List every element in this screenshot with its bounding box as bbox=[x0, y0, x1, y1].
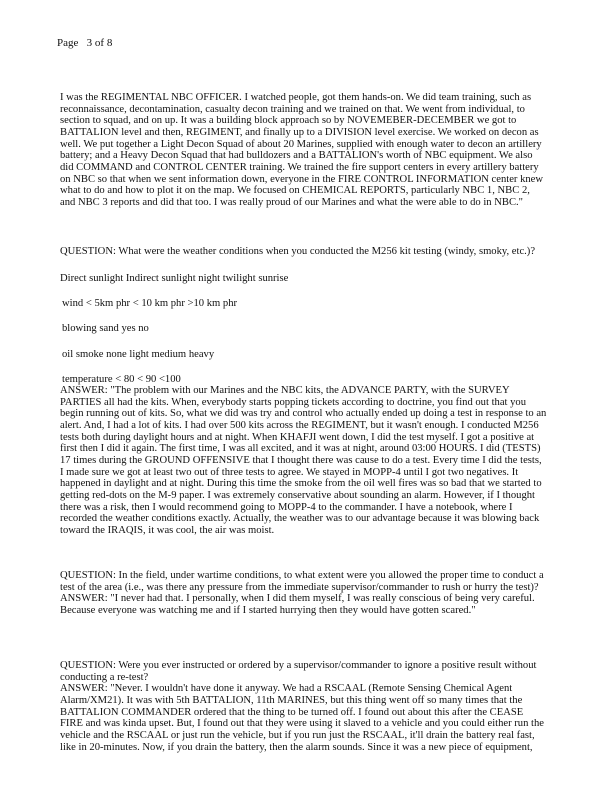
condition-line bbox=[62, 349, 214, 361]
question-answer-retest bbox=[60, 660, 544, 753]
text-line: section to squad, and on up. It was a building block approach so by NOVEMEBER-DECEMBER we got to bbox=[60, 115, 517, 127]
page-label: Page bbox=[57, 37, 79, 49]
text-line: alert. And, I had a lot of kits. I had over 500 kits across the REGIMENT, but it wasn't enough. I conducted M256 bbox=[60, 419, 539, 431]
condition-line bbox=[60, 273, 288, 285]
condition-temperature: temperature < 80 < 90 <100 bbox=[62, 374, 181, 385]
text-line: well. We put together a Light Decon Squad of about 20 Marines, supplied with enough water to decon an artillery bbox=[60, 138, 542, 150]
text-line: like in 20-minutes. Now, if you drain the battery, then the alarm sounds. Since it was a new piece of equipment, bbox=[60, 741, 533, 753]
text-line: QUESTION: Were you ever instructed or ordered by a supervisor/commander to ignore a positive result without bbox=[60, 660, 537, 671]
text-line: ANSWER: "The problem with our Marines and the NBC kits, the ADVANCE PARTY, with the SURVEY bbox=[60, 385, 510, 396]
text-line: tests both during daylight hours and at night. When KHAFJI went down, I did the test myself. I got a positive at bbox=[60, 431, 535, 443]
page-indicator bbox=[57, 37, 112, 49]
condition-line bbox=[62, 374, 181, 386]
text-line: battery; and a Heavy Decon Squad that had bulldozers and a BATTALION's worth of NBC equipment. We also bbox=[60, 150, 533, 162]
text-line: recorded the weather conditions exactly. Actually, the weather was to our advantage because it was blowing back bbox=[60, 513, 540, 525]
text-line: 17 times during the GROUND OFFENSIVE that I thought there was cause to do a test. Every time I did the tests, bbox=[60, 454, 542, 466]
question-text: QUESTION: What were the weather conditions when you conducted the M256 kit testing (windy, smoky, etc.)? bbox=[60, 246, 536, 257]
answer-weather bbox=[60, 385, 546, 537]
question-weather bbox=[60, 246, 535, 258]
text-line: FIRE and was kinda upset. But, I found out that they were using it slaved to a vehicle and you could either run the bbox=[60, 718, 544, 730]
text-line: QUESTION: In the field, under wartime conditions, to what extent were you allowed the proper time to conduct a bbox=[60, 570, 544, 581]
text-line: I was the REGIMENTAL NBC OFFICER. I watched people, got them hands-on. We did team training, such as bbox=[60, 92, 532, 103]
text-line: ANSWER: "Never. I wouldn't have done it anyway. We had a RSCAAL (Remote Sensing Chemical Agent bbox=[60, 683, 513, 695]
text-line: begin running out of kits. So, what we did was try and control who actually ended up doing a test in response to an bbox=[60, 408, 547, 420]
text-line: toward the IRAQIS, it was cool, the air was moist. bbox=[60, 524, 275, 536]
text-line: vehicle and the RSCAAL or just run the vehicle, but if you run just the RSCAAL, it'll drain the battery real fast, bbox=[60, 729, 535, 741]
condition-line bbox=[62, 298, 237, 310]
text-line: Because everyone was watching me and if I started hurrying then they would have gotten scared." bbox=[60, 604, 476, 616]
text-line: happened in daylight and at night. During this time the smoke from the oil well fires was so bad that we started to bbox=[60, 478, 542, 490]
text-line: first then I did it again. The first time, I was all excited, and it was at night, around 03:00 HOURS. I did (TESTS) bbox=[60, 443, 541, 455]
of-label: of bbox=[94, 37, 105, 49]
condition-blowing-sand: blowing sand yes no bbox=[62, 323, 149, 334]
text-line: test of the area (i.e., was there any pressure from the immediate supervisor/commander to rush or hurry the test)? bbox=[60, 581, 539, 593]
condition-line bbox=[62, 323, 149, 335]
text-line: I made sure we got at least two out of three tests to agree. We stayed in MOPP-4 until I got two negatives. It bbox=[60, 466, 519, 478]
text-line: there was a risk, then I would recommend going to MOPP-4 to the commander. I have a notebook, where I bbox=[60, 501, 513, 513]
text-line: BATTALION COMMANDER ordered that the thing to be turned off. I found out about this after the CEASE bbox=[60, 706, 524, 718]
total-pages: 8 bbox=[106, 37, 113, 49]
condition-sunlight: Direct sunlight Indirect sunlight night twilight sunrise bbox=[60, 273, 289, 284]
condition-oil-smoke: oil smoke none light medium heavy bbox=[62, 349, 215, 360]
text-line: did COMMAND and CONTROL CENTER training. We trained the fire support centers in every artillery battery bbox=[60, 161, 539, 173]
text-line: what to do and how to plot it on the map. We focused on CHEMICAL REPORTS, particularly NBC 1, NBC 2, bbox=[60, 185, 530, 197]
text-line: conducting a re-test? bbox=[60, 671, 149, 683]
text-line: Alarm/XM21). It was with 5th BATTALION, 11th MARINES, but this thing went off so many times that the bbox=[60, 694, 523, 706]
answer-paragraph-intro bbox=[60, 92, 543, 209]
text-line: PARTIES all had the kits. When, everybody starts popping tickets according to doctrine, you find out that you bbox=[60, 396, 526, 408]
text-line: ANSWER: "I never had that. I personally, when I did them myself, I was really conscious of being very careful. bbox=[60, 593, 535, 605]
text-line: BATTALION level and then, REGIMENT, and finally up to a DIVISION level exercise. We worked on decon as bbox=[60, 126, 539, 138]
text-line: on NBC so that when we sent information down, everyone in the FIRE CONTROL INFORMATION center knew bbox=[60, 173, 544, 185]
text-line: and NBC 3 reports and did that too. I was really proud of our Marines and what the were able to do in NBC." bbox=[60, 196, 523, 208]
text-line: getting red-dots on the M-9 paper. I was extremely conservative about sounding an alarm. However, if I thought bbox=[60, 489, 535, 501]
condition-wind: wind < 5km phr < 10 km phr >10 km phr bbox=[62, 298, 238, 309]
page-number: 3 bbox=[86, 37, 93, 49]
text-line: reconnaissance, decontamination, casualty decon training and we trained on that. We went from individual, to bbox=[60, 103, 525, 115]
question-answer-time bbox=[60, 570, 544, 617]
